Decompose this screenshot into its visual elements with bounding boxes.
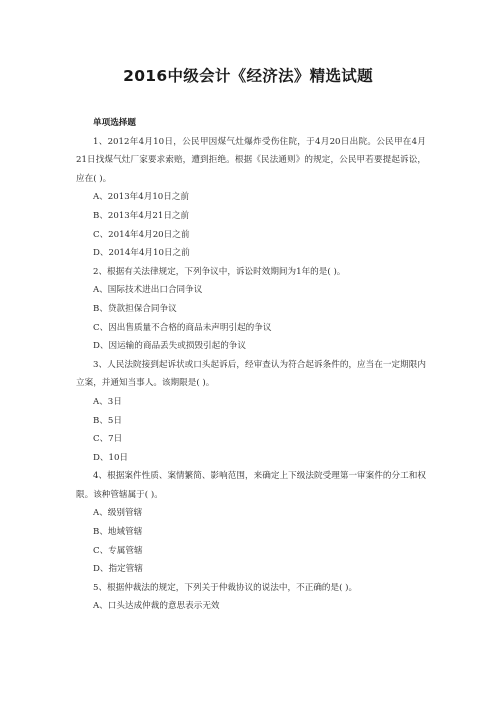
option-a: A、3日: [93, 396, 122, 407]
option-b: B、地域管辖: [93, 527, 143, 538]
option-a: A、2013年4月10日之前: [93, 192, 190, 203]
option-d: D、10日: [93, 452, 129, 463]
option-d: D、指定管辖: [93, 564, 143, 575]
document-title: 2016中级会计《经济法》精选试题: [123, 67, 373, 85]
option-d: D、因运输的商品丢失或损毁引起的争议: [93, 341, 246, 352]
option-a: A、国际技术进出口合同争议: [93, 285, 203, 296]
question-stem: 4、根据案件性质、案情繁简、影响范围，来确定上下级法院受理第一审案件的分工和权限。该种管辖属于( )。: [76, 471, 426, 500]
option-d: D、2014年4月10日之前: [93, 248, 190, 259]
option-b: B、贷款担保合同争议: [93, 303, 177, 314]
question-stem: 2、根据有关法律规定，下列争议中，诉讼时效期间为1年的是( )。: [93, 266, 346, 277]
section-heading: 单项选择题: [93, 118, 136, 128]
option-b: B、2013年4月21日之前: [93, 210, 190, 221]
option-b: B、5日: [93, 415, 122, 426]
option-c: C、7日: [93, 434, 123, 445]
question-stem: 3、人民法院接到起诉状或口头起诉后，经审查认为符合起诉条件的，应当在一定期限内立案，并通知当事人。该期限是( )。: [76, 359, 426, 389]
option-c: C、2014年4月20日之前: [93, 229, 190, 240]
question-stem: 5、根据仲裁法的规定，下列关于仲裁协议的说法中，不正确的是( )。: [93, 582, 358, 593]
option-a: A、口头达成仲裁的意思表示无效: [93, 601, 220, 612]
option-c: C、专属管辖: [93, 545, 143, 556]
question-3: [76, 356, 426, 468]
question-stem: 1、2012年4月10日，公民甲因煤气灶爆炸受伤住院，于4月20日出院。公民甲在4月21日找煤气灶厂家要求索赔，遭到拒绝。根据《民法通则》的规定，公民甲若要提起诉讼，应在( )。: [76, 136, 426, 184]
option-c: C、因出售质量不合格的商品未声明引起的争议: [93, 322, 272, 333]
question-1: [76, 133, 426, 263]
option-a: A、级别管辖: [93, 508, 143, 519]
question-2: [76, 263, 426, 356]
question-4: [76, 467, 426, 579]
document-body: [76, 114, 426, 616]
question-5: [76, 579, 426, 616]
